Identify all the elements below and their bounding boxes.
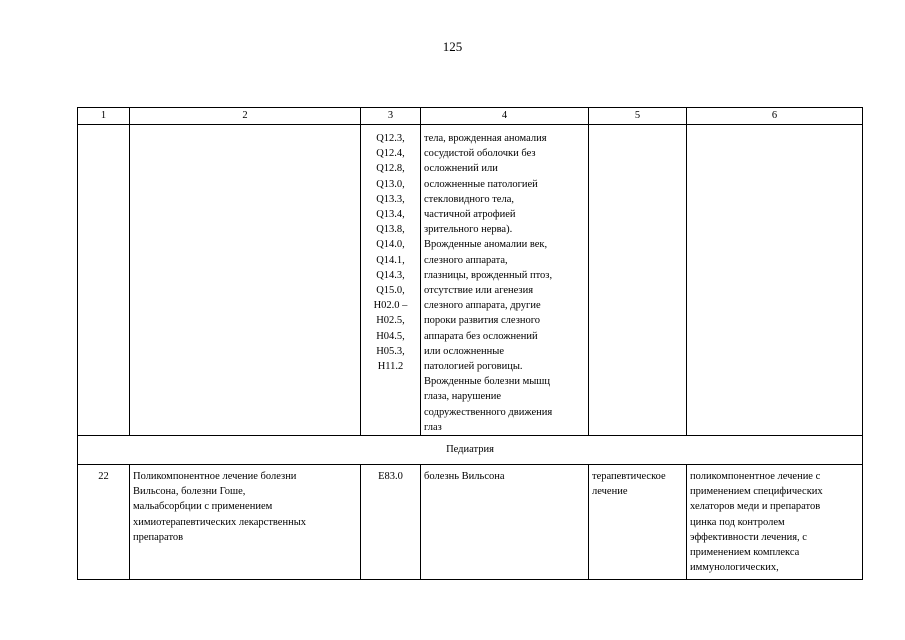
diagnosis-code: H11.2 <box>377 361 404 373</box>
table-header-row <box>78 108 863 125</box>
diagnosis-description-cell <box>421 125 589 436</box>
treatment-name-line: мальабсорбции с применением <box>133 501 273 513</box>
diagnosis-cell: болезнь Вильсона <box>421 465 589 580</box>
header-cell: 4 <box>421 108 589 125</box>
header-cell: 5 <box>589 108 687 125</box>
header-cell: 2 <box>130 108 361 125</box>
description-line: Врожденные аномалии век, <box>424 239 548 251</box>
empty-cell <box>589 125 687 436</box>
diagnosis-code: Q12.3, <box>376 133 405 144</box>
description-line: содружественного движения <box>424 406 553 418</box>
page-number: 125 <box>442 39 463 54</box>
header-cell: 3 <box>361 108 421 125</box>
method-line: цинка под контролем <box>690 516 785 528</box>
empty-cell <box>130 125 361 436</box>
diagnosis-code: H04.5, <box>376 330 405 342</box>
description-line: отсутствие или агенезия <box>424 285 534 297</box>
treatment-method-cell <box>687 465 863 580</box>
description-line: глаз <box>424 421 442 433</box>
diagnosis-code: H02.5, <box>376 315 405 327</box>
method-line: иммунологических, <box>690 562 779 574</box>
description-line: сосудистой оболочки без <box>424 148 536 160</box>
medical-care-table <box>77 107 863 580</box>
row-number: 22 <box>78 465 130 580</box>
method-line: применением специфических <box>690 486 823 498</box>
diagnosis-code: Q12.4, <box>376 148 405 160</box>
treatment-name-cell <box>130 465 361 580</box>
description-line: тела, врожденная аномалия <box>424 133 547 144</box>
method-line: поликомпонентное лечение с <box>690 471 821 483</box>
empty-cell <box>687 125 863 436</box>
section-title: Педиатрия <box>78 436 863 465</box>
diagnosis-code: Q13.4, <box>376 209 405 221</box>
diagnosis-code: H05.3, <box>376 345 405 357</box>
description-line: стекловидного тела, <box>424 193 514 205</box>
diagnosis-code: Q14.0, <box>376 239 405 251</box>
empty-cell <box>78 125 130 436</box>
treatment-name-line: препаратов <box>133 531 184 543</box>
diagnosis-code: Q13.3, <box>376 193 405 205</box>
treatment-name-line: химиотерапевтических лекарственных <box>133 516 307 528</box>
diagnosis-code: Q14.1, <box>376 254 405 266</box>
treatment-name-line: Вильсона, болезни Гоше, <box>133 486 246 498</box>
treatment-type-cell <box>589 465 687 580</box>
diagnosis-code: H02.0 – <box>373 300 408 312</box>
description-line: или осложненные <box>424 345 504 357</box>
description-line: слезного аппарата, <box>424 254 508 266</box>
diagnosis-code-cell: E83.0 <box>361 465 421 580</box>
description-line: пороки развития слезного <box>424 315 541 327</box>
diagnosis-codes-cell <box>361 125 421 436</box>
description-line: аппарата без осложнений <box>424 330 538 342</box>
treatment-name-line: Поликомпонентное лечение болезни <box>133 471 297 483</box>
method-line: хелаторов меди и препаратов <box>690 501 821 513</box>
table-row-22 <box>78 465 863 580</box>
treatment-type-line: лечение <box>592 486 628 498</box>
diagnosis-code: Q15.0, <box>376 285 405 297</box>
description-line: осложнений или <box>424 163 498 175</box>
description-line: Врожденные болезни мышц <box>424 376 550 388</box>
description-line: частичной атрофией <box>424 209 516 221</box>
table-row-continuation <box>78 125 863 436</box>
description-line: глаза, нарушение <box>424 391 502 403</box>
method-line: эффективности лечения, с <box>690 531 807 543</box>
treatment-type-line: терапевтическое <box>592 471 666 483</box>
section-row <box>78 436 863 465</box>
method-line: применением комплекса <box>690 547 800 559</box>
header-cell: 6 <box>687 108 863 125</box>
description-line: глазницы, врожденный птоз, <box>424 269 553 281</box>
description-line: осложненные патологией <box>424 178 538 190</box>
diagnosis-code: Q12.8, <box>376 163 405 175</box>
description-line: слезного аппарата, другие <box>424 300 541 312</box>
description-line: зрительного нерва). <box>424 224 513 236</box>
diagnosis-code: Q13.0, <box>376 178 405 190</box>
header-cell: 1 <box>78 108 130 125</box>
description-line: патологией роговицы. <box>424 361 523 373</box>
diagnosis-code: Q14.3, <box>376 269 405 281</box>
diagnosis-code: Q13.8, <box>376 224 405 236</box>
